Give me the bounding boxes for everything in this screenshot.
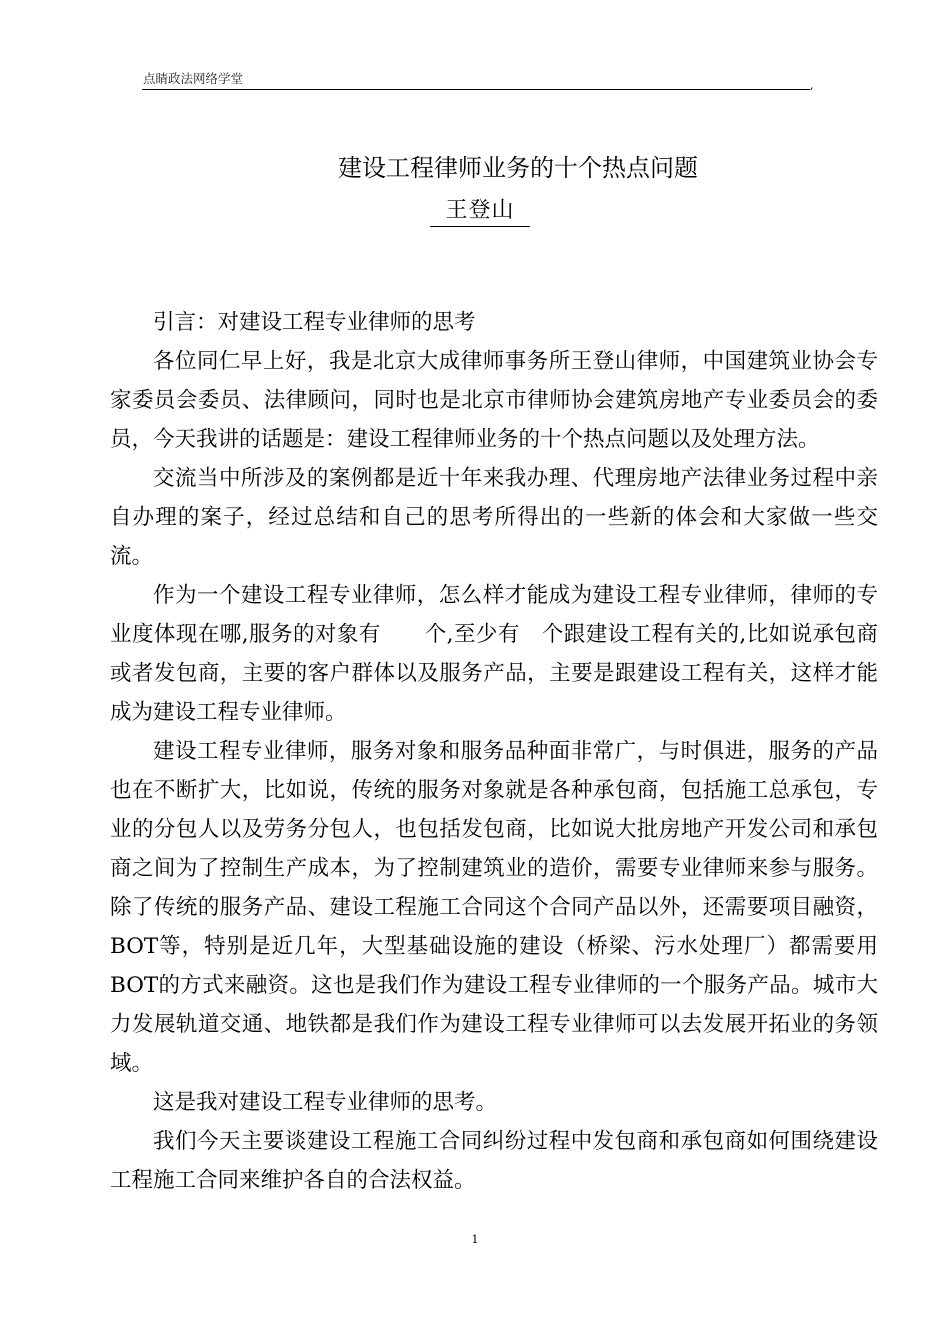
paragraph: 建设工程专业律师，服务对象和服务品种面非常广，与时俱进，服务的产品也在不断扩大，比如说，传统的服务对象就是各种承包商，包括施工总承包，专业的分包人以及劳务分包人，也包括发包商，比如说大批房地产开发公司和承包商之间为了控制生产成本，为了控制建筑业的造价，需要专业律师来参与服务。除了传统的服务产品、建设工程施工合同这个合同产品以外，还需要项目融资，BOT等，特别是近几年，大型基础设施的建设（桥梁、污水处理厂）都需要用BOT的方式来融资。这也是我们作为建设工程专业律师的一个服务产品。城市大力发展轨道交通、地铁都是我们作为建设工程专业律师可以去发展开拓业的务领域。 (110, 739, 878, 1076)
page-number: 1 (471, 1233, 479, 1246)
intro-heading: 引言：对建设工程专业律师的思考 (153, 310, 476, 335)
document-author: 王登山 (445, 198, 515, 223)
header-mark: , (810, 79, 814, 92)
document-body (110, 303, 878, 1200)
paragraph: 我们今天主要谈建设工程施工合同纠纷过程中发包商和承包商如何围绕建设工程施工合同来维护各自的合法权益。 (110, 1129, 878, 1193)
paragraph: 作为一个建设工程专业律师，怎么样才能成为建设工程专业律师，律师的专业度体现在哪,服务的对象有 个,至少有 个跟建设工程有关的,比如说承包商或者发包商，主要的客户群体以及服务产品，主要是跟建设工程有关，这样才能成为建设工程专业律师。 (110, 583, 878, 725)
header-site-name: 点睛政法网络学堂 (143, 71, 244, 86)
paragraph: 交流当中所涉及的案例都是近十年来我办理、代理房地产法律业务过程中亲自办理的案子，经过总结和自己的思考所得出的一些新的体会和大家做一些交流。 (110, 466, 878, 569)
paragraph: 这是我对建设工程专业律师的思考。 (153, 1090, 498, 1115)
paragraph: 各位同仁早上好，我是北京大成律师事务所王登山律师，中国建筑业协会专家委员会委员、法律顾问，同时也是北京市律师协会建筑房地产专业委员会的委员，今天我讲的话题是：建设工程律师业务的十个热点问题以及处理方法。 (110, 349, 878, 452)
document-title: 建设工程律师业务的十个热点问题 (338, 154, 698, 182)
header-divider (142, 89, 810, 90)
author-underline (430, 226, 530, 227)
